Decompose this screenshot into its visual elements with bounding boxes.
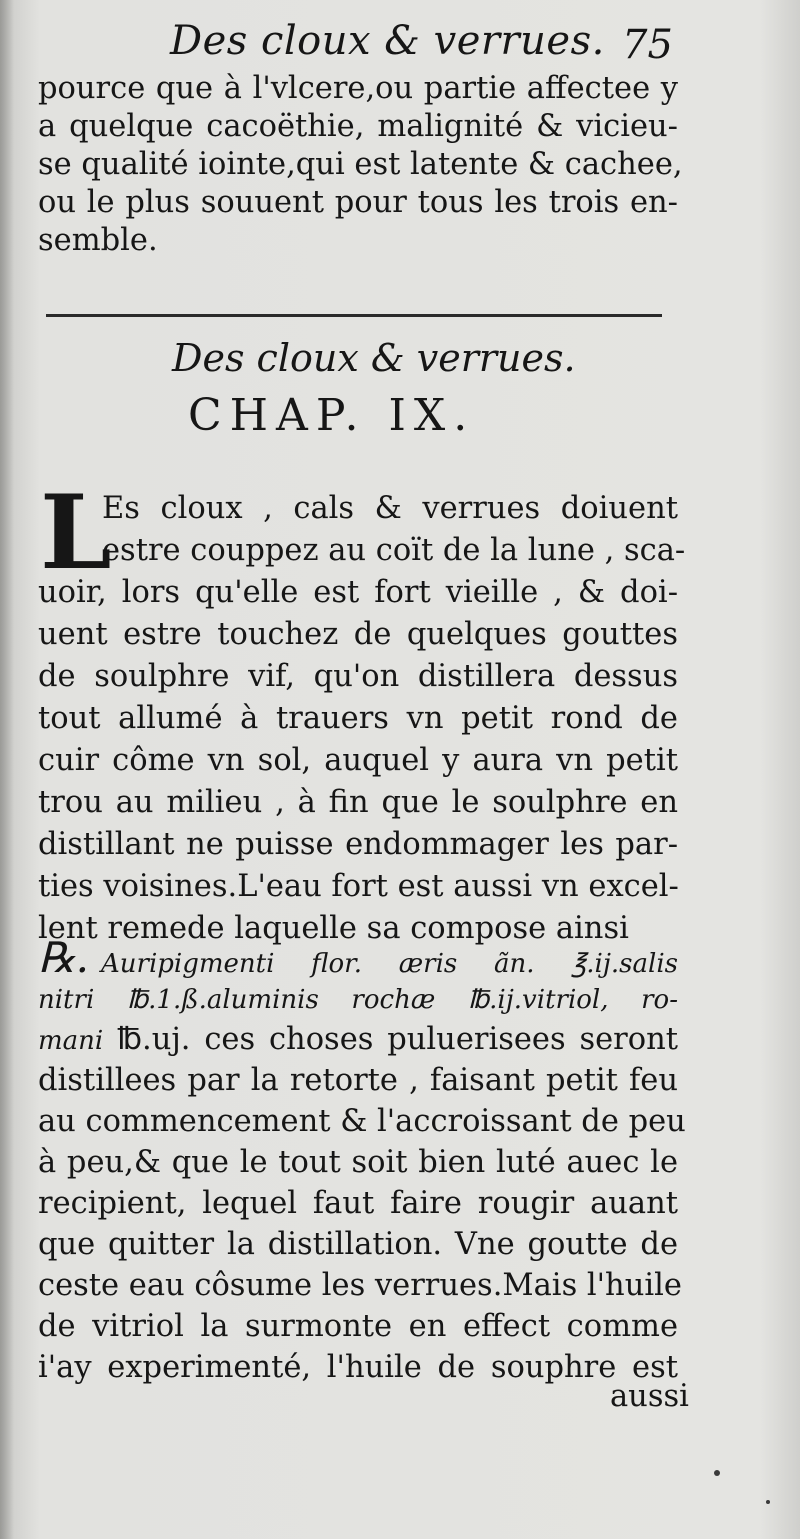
recipe-line [38,933,678,982]
text-line: uoir, lors qu'elle est fort vieille , & doi- [38,575,678,610]
recipe-paragraph [38,933,686,1388]
running-head: Des cloux & verrues. [170,18,605,64]
recipe-ingredients: Auripigmenti flor. æris ãn. ℥.ij.salis [101,949,678,979]
text-line: a quelque cacoëthie, malignité & vicieu- [38,109,678,144]
chapter-body [38,473,686,950]
recipe-ingredients: nitri ℔.1.ß.aluminis rochæ ℔.ij.vitriol, ro- [38,985,678,1015]
recipe-ingredients: mani [38,1026,104,1056]
text-line: au commencement & l'accroissant de peu [38,1104,686,1139]
recipe-symbol: ℞. [38,933,90,982]
recipe-line [38,1019,678,1060]
chapter-number: IX. [388,390,476,441]
text-line: de vitriol la surmonte en effect comme [38,1309,678,1344]
catchword: aussi [610,1379,689,1414]
text-line: pource que à l'vlcere,ou partie affectee y [38,71,678,106]
text-line: estre couppez au coït de la lune , sca- [102,533,686,568]
section-rule [46,314,662,317]
text-line: cuir côme vn sol, auquel y aura vn petit [38,743,678,778]
ink-speck [766,1500,770,1504]
text-line: ties voisines.L'eau fort est aussi vn excel- [38,869,679,904]
chapter-label: CHAP. [188,390,367,441]
chapter-heading [188,390,475,441]
binding-shadow [0,0,14,1539]
text-line: i'ay experimenté, l'huile de souphre est [38,1350,678,1385]
text-line: lent remede laquelle sa compose ainsi [38,911,629,946]
text-line: à peu,& que le tout soit bien luté auec le [38,1145,678,1180]
text-line: ou le plus souuent pour tous les trois en- [38,185,678,220]
ink-speck [714,1470,720,1476]
text-line: distillant ne puisse endommager les par- [38,827,678,862]
text-line: distillees par la retorte , faisant petit feu [38,1063,678,1098]
continuation-paragraph [38,70,683,260]
text-line: que quitter la distillation. Vne goutte de [38,1227,678,1262]
text-line: recipient, lequel faut faire rougir auant [38,1186,678,1221]
page-number: 75 [622,22,673,68]
recipe-text: ℔.uj. ces choses puluerisees seront [117,1022,678,1057]
text-line: uent estre touchez de quelques gouttes [38,617,678,652]
recipe-line [38,978,678,1019]
text-line: se qualité iointe,qui est latente & cachee, [38,147,683,182]
text-line: Es cloux , cals & verrues doiuent [102,491,678,526]
text-line: ceste eau côsume les verrues.Mais l'huile [38,1268,682,1303]
text-line: semble. [38,223,158,258]
chapter-title: Des cloux & verrues. [172,336,576,380]
drop-cap: L [40,473,112,593]
text-line: de soulphre vif, qu'on distillera dessus [38,659,678,694]
text-line: tout allumé à trauers vn petit rond de [38,701,678,736]
text-line: trou au milieu , à fin que le soulphre en [38,785,678,820]
page-header [0,12,800,72]
